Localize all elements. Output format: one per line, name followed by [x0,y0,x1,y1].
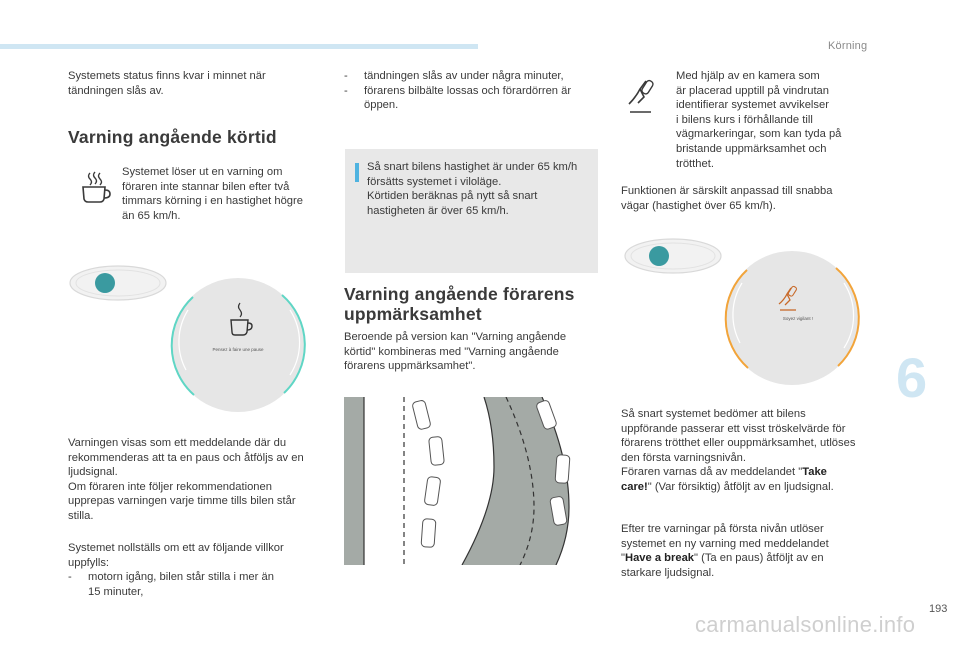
line: förarens uppmärksamhet". [344,360,476,373]
line: vägar (hastighet över 65 km/h). [621,199,776,212]
list-item-cont: 15 minuter, [88,585,144,598]
line: Systemets status finns kvar i minnet när [68,70,266,82]
line: Varningen visas som ett meddelande där du [68,437,287,449]
line: Beroende på version kan "Varning angående [344,331,567,343]
line: Funktionen är särskilt anpassad till snabba [621,185,833,197]
heading-line: Varning angående förarens [344,284,575,304]
heading-line: uppmärksamhet [344,304,482,324]
line: Systemet löser ut en varning om [122,166,283,178]
small-gauge [70,266,166,300]
info-text [367,160,595,218]
reset-paragraph [68,541,338,599]
line: Om föraren inte följer rekommendationen [68,480,272,493]
section-title: Körning [828,40,868,52]
list-item: - tändningen slås av under några minuter, [344,70,564,82]
cluster-message-text: Soyez vigilant ! [782,316,814,321]
first-level-paragraph [621,407,871,495]
info-box [345,149,598,273]
line: körtid" kombineras med "Varning angående [344,345,559,358]
camera-text [676,69,856,171]
warning-paragraph [68,436,338,524]
list-item: - motorn igång, bilen står stilla i mer än [68,571,274,584]
indicator-dot [95,273,115,293]
cluster-attention-figure [622,228,872,393]
coffee-warning-text [122,165,327,223]
line: bristande uppmärksamhet och [676,142,827,155]
line: vägmarkeringar, som kan tyda på [676,128,842,141]
line: stilla. [68,509,94,522]
line: ljudsignal. [68,466,118,479]
intro-paragraph [68,69,328,98]
attention-intro [344,330,599,374]
line: den första varningsnivån. [621,451,747,464]
message-have-a-break: Have a break [624,552,695,565]
function-text [621,184,871,213]
line: tändningen slås av. [68,84,164,97]
road-lane-figure [344,397,598,565]
line: timmars körning i en hastighet högre [122,195,303,208]
list-item: - förarens bilbälte lossas och förardörren är [344,84,572,97]
line: "Have a break" (Ta en paus) åtföljt av en [621,552,824,565]
line: Systemet nollställs om ett av följande villkor [68,542,284,554]
line: rekommenderas att ta en paus och åtföljs av en [68,451,304,464]
reset-conditions-list [344,69,599,113]
line: föraren inte stannar bilen efter två [122,180,290,193]
line: uppfylls: [68,556,110,569]
line: är placerad upptill på vindrutan [676,84,829,97]
line: upprepas varningen varje timme tills bilen står [68,495,296,508]
cluster-message-text: Pensez à faire une pause [212,347,264,352]
chapter-number: 6 [896,346,928,409]
small-gauge [625,239,721,273]
line: förarens trötthet eller ouppmärksamhet, utlöses [621,437,856,450]
line: försätts systemet i viloläge. [367,175,502,188]
line: starkare ljudsignal. [621,566,715,579]
line: Efter tre varningar på första nivån utlöser [621,523,824,535]
line: Så snart bilens hastighet är under 65 km/h [367,161,578,173]
line: uppförande passerar ett visst tröskelvärde för [621,422,846,435]
driver-attention-icon [626,77,660,115]
line: identifierar systemet avvikelser [676,99,829,112]
watermark: carmanualsonline.info [695,612,916,637]
line: Med hjälp av en kamera som [676,70,820,82]
line: Föraren varnas då av meddelandet "Take [621,466,827,479]
header-accent-bar [0,44,478,49]
list-item-cont: öppen. [364,99,399,112]
page-number: 193 [929,603,948,615]
line: än 65 km/h. [122,209,181,222]
line: i bilens kurs i förhållande till [676,113,813,126]
line: hastigheten är över 65 km/h. [367,204,509,217]
cluster-coffee-figure [68,255,338,415]
line: Så snart systemet bedömer att bilens [621,408,806,420]
line: Körtiden beräknas på nytt så snart [367,190,538,203]
message-take-care: Take [802,466,827,479]
heading-attention [344,284,604,324]
line: systemet en ny varning med meddelandet [621,537,829,550]
heading-driving-time: Varning angående körtid [68,127,277,147]
info-icon [355,163,359,182]
line: trötthet. [676,157,714,170]
indicator-dot [649,246,669,266]
coffee-cup-icon [79,170,113,204]
second-level-paragraph [621,522,871,580]
line: care!" (Var försiktig) åtföljt av en ljudsignal. [621,480,834,493]
